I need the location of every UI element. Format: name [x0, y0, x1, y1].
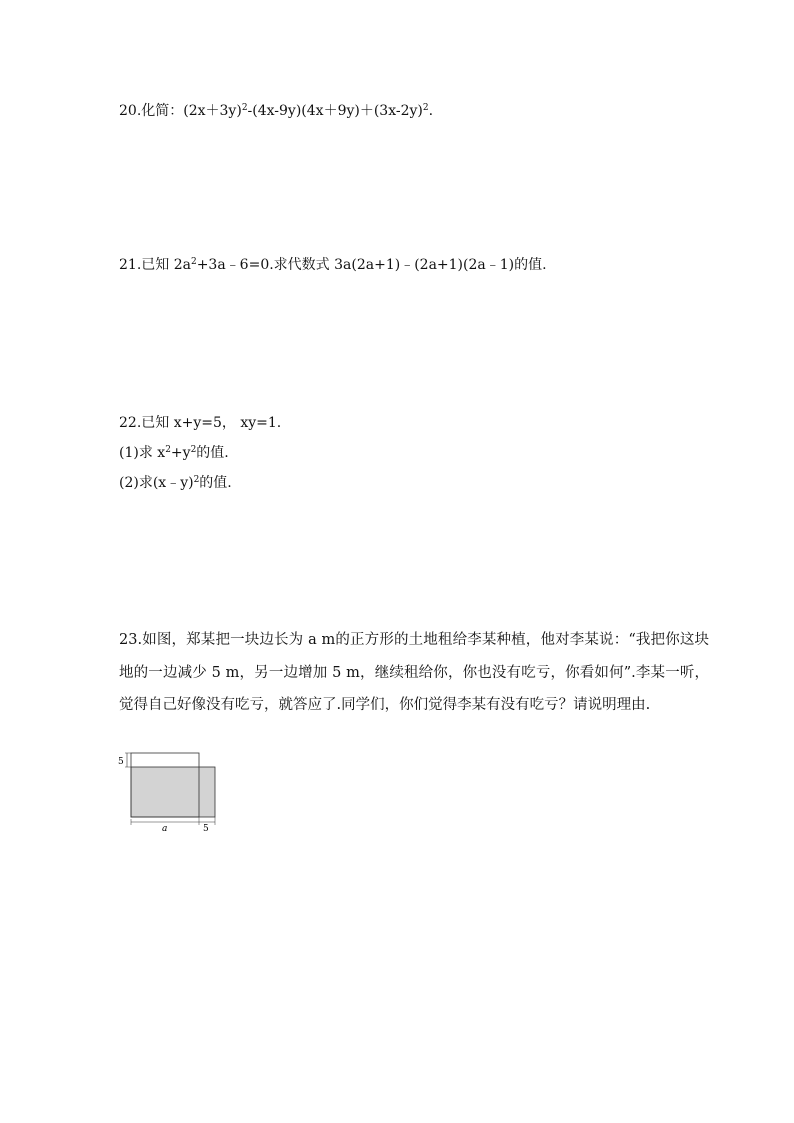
land-diagram	[116, 748, 226, 834]
q20-suffix: .	[428, 103, 434, 119]
question-21	[119, 250, 547, 280]
question-22-part-1	[119, 438, 229, 468]
q21-exponent: 2	[190, 257, 197, 267]
q21-suffix: +3a﹣6=0.求代数式 3a(2a+1)﹣(2a+1)(2a﹣1)的值.	[196, 257, 547, 273]
q20-exponent-2: 2	[422, 103, 429, 113]
q22-part2-suffix: 的值.	[199, 475, 232, 491]
q22-part1-exponent-1: 2	[165, 445, 171, 455]
question-20	[119, 96, 433, 126]
q22-part1-suffix: 的值.	[196, 445, 229, 461]
q22-part1-mid: +y	[170, 445, 191, 461]
q22-part2-exponent: 2	[193, 475, 200, 485]
label-top-5: 5	[118, 757, 124, 767]
label-side-a: a	[162, 824, 168, 834]
q20-middle: -(4x-9y)(4x＋9y)＋(3x-2y)	[247, 103, 423, 119]
q20-prefix: 20.化简：(2x＋3y)	[119, 103, 242, 119]
q20-exponent-1: 2	[241, 103, 248, 113]
q22-part1-prefix: (1)求 x	[119, 445, 166, 461]
question-22-stem: 22.已知 x+y=5， xy=1.	[119, 415, 282, 431]
q21-prefix: 21.已知 2a	[119, 257, 191, 273]
question-22-part-2	[119, 468, 232, 498]
q22-part2-prefix: (2)求(x﹣y)	[119, 475, 194, 491]
label-right-5: 5	[203, 824, 209, 834]
q22-part1-exponent-2: 2	[190, 445, 197, 455]
shaded-rectangle	[131, 767, 215, 817]
question-23: 23.如图，郑某把一块边长为 a m的正方形的土地租给李某种植，他对李某说：“我把你这块地的一边减少 5 m，另一边增加 5 m，继续租给你，你也没有吃亏，你看如何”.李某一听，觉得自己好像没有吃亏，就答应了.同学们，你们觉得李某有没有吃亏？请说明理由.	[119, 632, 709, 713]
